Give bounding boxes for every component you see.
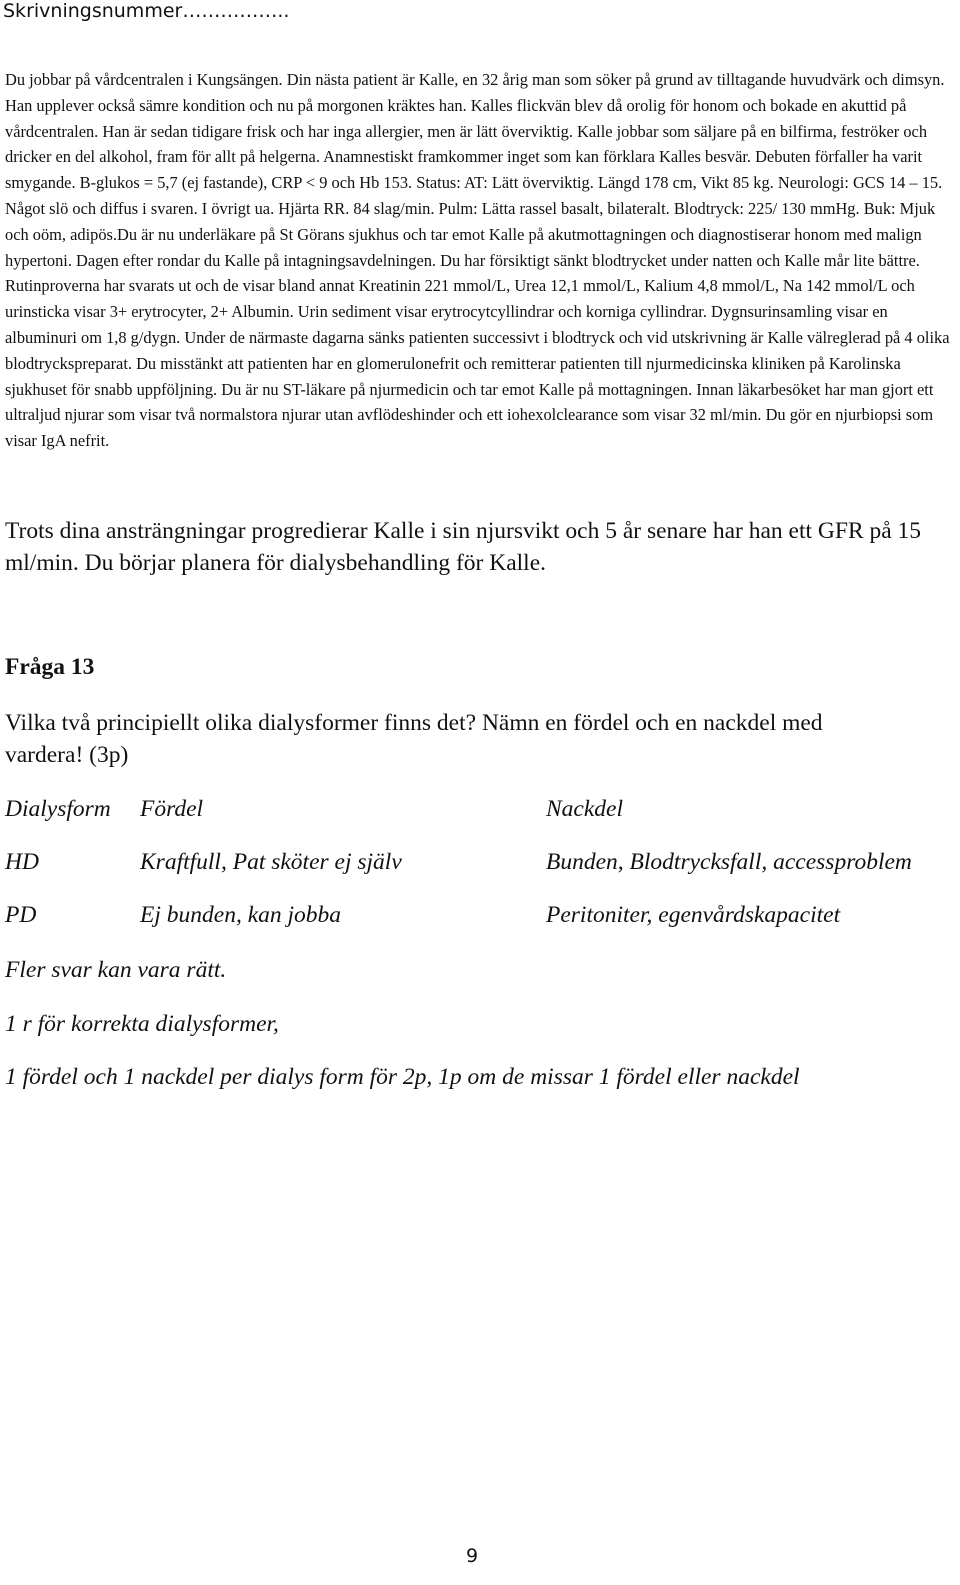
note-scoring-forms: 1 r för korrekta dialysformer,	[5, 1011, 279, 1037]
question-title: Fråga 13	[5, 654, 95, 680]
page-number: 9	[466, 1545, 479, 1567]
case-summary: Trots dina ansträngningar progredierar Kalle i sin njursvikt och 5 år senare har han ett GFR på 15 ml/min. Du börjar planera för dialysbehandling för Kalle.	[5, 518, 922, 576]
answer-header-nackdel: Nackdel	[546, 796, 623, 822]
case-text-part-1: Du jobbar på vårdcentralen i Kungsängen. Din nästa patient är Kalle, en 32 årig man som söker på grund av tilltagande huvudvärk och dimsyn. Han upplever också sämre kondition och nu på morgonen kräktes han. Kalles flickvän blev då orolig för honom och bokade en akuttid på vårdcentralen. Han är sedan tidigare frisk och har inga allergier, men är lätt överviktig. Kalle jobbar som säljare på en bilfirma, feströker och dricker en del alkohol, fram för allt på helgerna.	[5, 70, 945, 167]
answer-row-pd-nackdel: Peritoniter, egenvårdskapacitet	[546, 902, 841, 928]
case-description	[5, 67, 953, 454]
answer-header-fordel: Fördel	[140, 796, 204, 822]
note-scoring-pros-cons: 1 fördel och 1 nackdel per dialys form för 2p, 1p om de missar 1 fördel eller nackdel	[5, 1064, 800, 1090]
answer-row-hd-form: HD	[5, 849, 39, 875]
answer-header-dialysform: Dialysform	[5, 796, 111, 822]
answer-row-hd-nackdel: Bunden, Blodtrycksfall, accessproblem	[546, 849, 912, 875]
answer-row-hd-fordel: Kraftfull, Pat sköter ej själv	[140, 849, 402, 875]
answer-row-pd-fordel: Ej bunden, kan jobba	[140, 902, 342, 928]
question-text: Vilka två principiellt olika dialysformer finns det? Nämn en fördel och en nackdel med vardera! (3p)	[5, 710, 823, 768]
case-text-part-2: Anamnestiskt framkommer inget som kan förklara Kalles besvär. Debuten förfaller ha varit smygande. B-glukos = 5,7 (ej fastande), CRP < 9 och Hb 153. Status: AT: Lätt överviktig. Längd 178 cm, Vikt 85 kg. Neurologi: GCS 14 – 15. Något slö och diffus i svaren. I övrigt ua. Hjärta RR. 84 slag/min. Pulm: Lätta rassel basalt, bilateralt. Blodtryck: 225/ 130 mmHg. Buk: Mjuk och oöm, adipös.	[5, 147, 943, 244]
note-alternative-answers: Fler svar kan vara rätt.	[5, 957, 227, 983]
answer-row-pd-form: PD	[5, 902, 37, 928]
header-title: Skrivningsnummer……………..	[3, 0, 290, 22]
case-text-part-3: Du är nu underläkare på St Görans sjukhus och tar emot Kalle på akutmottagningen och diagnostiserar honom med malign hypertoni. Dagen efter rondar du Kalle på intagningsavdelningen. Du har försiktigt sänkt blodtrycket under natten och Kalle mår lite bättre. Rutinproverna har svarats ut och de visar bland annat Kreatinin 221 mmol/L, Urea 12,1 mmol/L, Kalium 4,8 mmol/L, Na 142 mmol/L och urinsticka visar 3+ erytrocyter, 2+ Albumin. Urin sediment visar erytrocytcyllindrar och korniga cyllindrar. Dygnsurinsamling visar en albuminuri om 1,8 g/dygn. Under de närmaste dagarna sänks patienten successivt i blodtryck och vid utskrivning är Kalle välreglerad på 4 olika blodtryckspreparat. Du misstänkt att patienten har en glomerulonefrit och remitterar patienten till njurmedicinska kliniken på Karolinska sjukhuset för snabb uppföljning. Du är nu ST-läkare på njurmedicin och tar emot Kalle på mottagningen. Innan läkarbesöket har man gjort ett ultraljud njurar som visar två normalstora njurar utan avflödeshinder och ett iohexolclearance som visar 32 ml/min. Du gör en njurbiopsi som visar IgA nefrit.	[5, 224, 950, 451]
